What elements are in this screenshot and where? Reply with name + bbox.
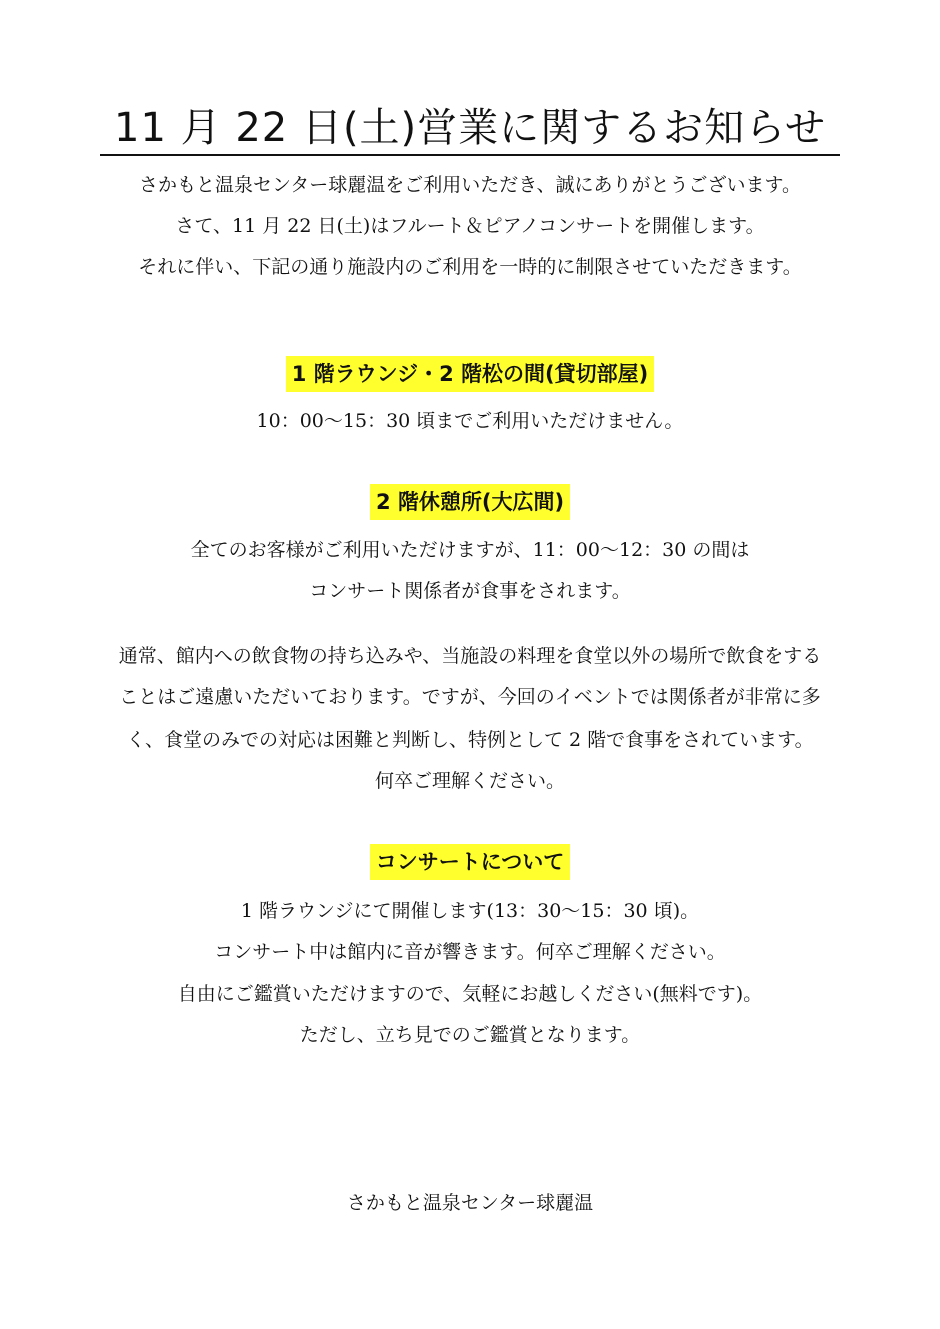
section-concert [0,844,940,880]
intro-line-2: さて、11 月 22 日(土)はフルート＆ピアノコンサートを開催します。 [175,215,765,237]
section-rest-area [0,484,940,520]
notice-paragraph-line-4: 何卒ご理解ください。 [374,770,565,792]
concert-line-1: 1 階ラウンジにて開催します(13：30～15：30 頃)。 [240,900,700,922]
section-heading-concert: コンサートについて [370,844,571,880]
page-title: 11 月 22 日(土)営業に関するお知らせ [114,105,826,151]
title-underline [100,154,840,156]
notice-paragraph-line-2: ことはご遠慮いただいております。ですが、今回のイベントでは関係者が非常に多 [119,686,821,708]
section-lounge [0,356,940,392]
intro-line-1: さかもと温泉センター球麗温をご利用いただき、誠にありがとうございます。 [139,174,801,196]
footer-signature: さかもと温泉センター球麗温 [346,1192,594,1214]
lounge-hours-line: 10：00～15：30 頃までご利用いただけません。 [256,410,684,432]
concert-line-4: ただし、立ち見でのご鑑賞となります。 [299,1024,641,1046]
notice-paragraph-line-3: く、食堂のみでの対応は困難と判断し、特例として 2 階で食事をされています。 [126,729,814,751]
notice-paragraph-line-1: 通常、館内への飲食物の持ち込みや、当施設の料理を食堂以外の場所で飲食をする [118,645,822,667]
rest-area-line-1: 全てのお客様がご利用いただけますが、11：00～12：30 の間は [190,539,750,561]
rest-area-line-2: コンサート関係者が食事をされます。 [309,580,631,602]
concert-line-3: 自由にご鑑賞いただけますので、気軽にお越しください(無料です)。 [177,983,763,1005]
concert-line-2: コンサート中は館内に音が響きます。何卒ご理解ください。 [214,941,726,963]
section-heading-lounge: 1 階ラウンジ・2 階松の間(貸切部屋) [286,356,655,392]
section-heading-rest-area: 2 階休憩所(大広間) [370,484,570,520]
intro-line-3: それに伴い、下記の通り施設内のご利用を一時的に制限させていただきます。 [138,256,802,278]
